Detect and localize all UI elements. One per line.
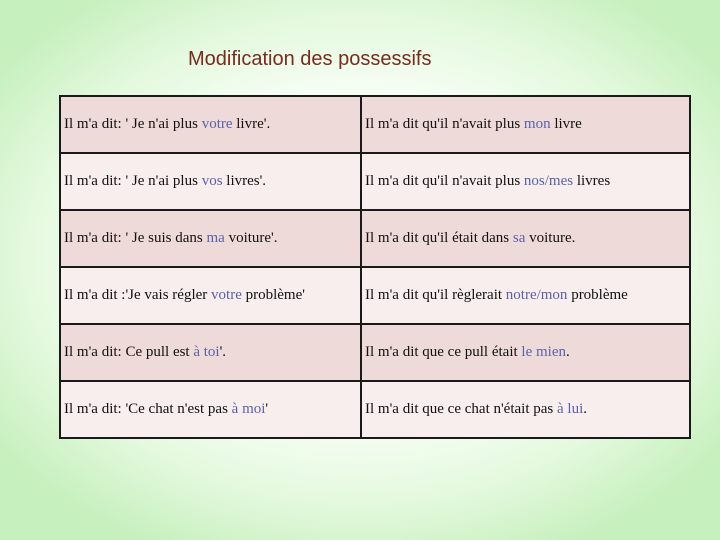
possessive-highlight: notre/mon xyxy=(505,287,568,303)
table-row xyxy=(60,324,690,381)
possessive-highlight: ma xyxy=(206,230,225,246)
possessive-highlight: vos xyxy=(201,173,223,189)
sentence-text: . xyxy=(583,401,587,417)
possessives-table xyxy=(59,95,691,439)
possessive-highlight: votre xyxy=(211,287,242,303)
sentence-text: Il m'a dit: 'Ce chat n'est pas xyxy=(64,401,232,417)
sentence-text: Il m'a dit: ' Je n'ai plus xyxy=(64,116,202,132)
sentence-text: Il m'a dit: ' Je n'ai plus xyxy=(64,173,202,189)
sentence-text: livre xyxy=(550,116,582,132)
table-row xyxy=(60,267,690,324)
possessive-highlight: le mien xyxy=(521,344,566,360)
sentence-text: Il m'a dit: Ce pull est xyxy=(64,344,194,360)
direct-speech-cell xyxy=(60,324,361,381)
possessive-highlight: à toi xyxy=(193,344,220,360)
direct-speech-cell xyxy=(60,153,361,210)
sentence-text: Il m'a dit que ce chat n'était pas xyxy=(365,401,557,417)
direct-speech-cell xyxy=(60,96,361,153)
table-row xyxy=(60,96,690,153)
possessive-highlight: votre xyxy=(201,116,233,132)
sentence-text: Il m'a dit :'Je vais régler xyxy=(64,287,212,303)
direct-speech-cell xyxy=(60,267,361,324)
sentence-text: Il m'a dit qu'il n'avait plus xyxy=(365,116,524,132)
sentence-text: livres xyxy=(573,173,611,189)
indirect-speech-cell xyxy=(361,153,690,210)
indirect-speech-cell xyxy=(361,267,690,324)
sentence-text: livre'. xyxy=(232,116,271,132)
sentence-text: problème xyxy=(567,287,628,303)
sentence-text: livres'. xyxy=(222,173,267,189)
sentence-text: '. xyxy=(219,344,227,360)
sentence-text: Il m'a dit qu'il était dans xyxy=(365,230,513,246)
possessive-highlight: mon xyxy=(523,116,551,132)
table-row xyxy=(60,210,690,267)
direct-speech-cell xyxy=(60,381,361,438)
indirect-speech-cell xyxy=(361,324,690,381)
slide-title: Modification des possessifs xyxy=(188,48,432,70)
sentence-text: . xyxy=(565,344,570,360)
possessive-highlight: nos/mes xyxy=(523,173,574,189)
possessive-highlight: sa xyxy=(512,230,526,246)
sentence-text: Il m'a dit que ce pull était xyxy=(365,344,522,360)
indirect-speech-cell xyxy=(361,96,690,153)
sentence-text: voiture. xyxy=(525,230,576,246)
indirect-speech-cell xyxy=(361,381,690,438)
table-row xyxy=(60,153,690,210)
sentence-text: voiture'. xyxy=(224,230,278,246)
sentence-text: ' xyxy=(265,401,269,417)
possessive-highlight: à moi xyxy=(231,401,266,417)
sentence-text: Il m'a dit qu'il règlerait xyxy=(365,287,506,303)
sentence-text: Il m'a dit: ' Je suis dans xyxy=(64,230,207,246)
direct-speech-cell xyxy=(60,210,361,267)
sentence-text: problème' xyxy=(241,287,305,303)
indirect-speech-cell xyxy=(361,210,690,267)
possessive-highlight: à lui xyxy=(557,401,584,417)
table-row xyxy=(60,381,690,438)
sentence-text: Il m'a dit qu'il n'avait plus xyxy=(365,173,524,189)
